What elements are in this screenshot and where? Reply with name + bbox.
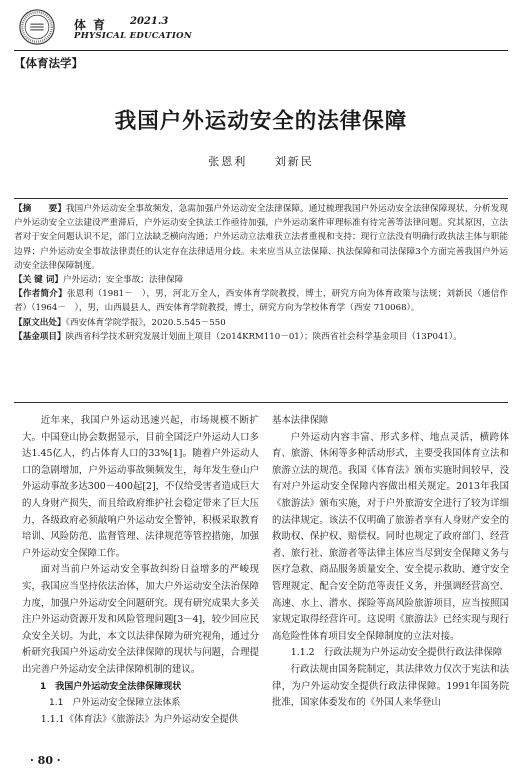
author-intro-text: 张恩利（1981－ ），男，河北万全人，西安体育学院教授，博士，研究方向为体育政策与法规；刘新民（通信作者）（1964－ ），男，山西晨县人，西安体育学院教授，博士，研究方向为学校体育学（西安 710068）。 <box>14 289 508 314</box>
keywords-text: 户外运动；安全事故；法律保障 <box>62 275 184 286</box>
body-paragraph: 户外运动内容丰富、形式多样、地点灵活，横跨体育、旅游、休闲等多种活动形式，主要受我国体育立法和旅游立法的规范。我国《体育法》颁布实施时间较早，没有对户外运动安全保障内容做出相关规定。2013年我国《旅游法》颁布实施，对于户外旅游安全进行了较为详细的法律规定。该法不仅明确了旅游者享有人身财产安全的救助权、保护权、赔偿权。同时也规定了政府部门、经营者、旅行社、旅游者等法律主体应当尽到安全保障义务与医疗急救、商品服务质量安全、安全提示救助、遵守安全管理规定、配合安全防范等责任义务，并强调经营高空、高速、水上、潜水、探险等高风险旅游项目，应当按照国家规定取得经营许可。这说明《旅游法》已经实现与现行高危险性体育项目安全保障制度的立法对接。 <box>272 431 509 642</box>
author-line <box>0 153 522 169</box>
divider <box>14 402 508 403</box>
article-title: 我国户外运动安全的法律保障 <box>114 109 408 134</box>
article-metadata <box>14 202 508 344</box>
body-paragraph: 面对当前户外运动安全事故纠纷日益增多的严峻现实，我国应当坚持依法治体，加大户外运动安全法治保障力度，加强户外运动安全问题研究。现有研究成果大多关注户外运动资源开发和风险管理问题[3－4]，较少回应民众安全关切。为此，本文以法律保障为研究视角，通过分析研究我国户外运动安全法律保障的现状与问题，合理提出完善户外运动安全法律保障机制的建议。 <box>22 564 259 675</box>
subsection-heading: 1.1.2 行政法规为户外运动安全提供行政法律保障 <box>290 647 503 659</box>
journal-issue: 2021.3 <box>130 16 169 27</box>
author-name: 张恩利 <box>208 155 248 168</box>
column-label: 【体育法学】 <box>14 56 83 70</box>
fund-label: 【基金项目】 <box>14 331 66 342</box>
body-paragraph: 近年来，我国户外运动迅速兴起，市场规模不断扩大。中国登山协会数据显示，目前全国泛户外运动人口多达1.45亿人，约占体育人口的33%[1]。随着户外运动人口的急剧增加，户外运动事故频频发生，每年发生登山户外运动事故多达300－400起[2]，不仅给受害者造成巨大的人身财产损失，而且给政府维护社会稳定带来了巨大压力，各级政府必须敲响户外运动安全警钟，积极采取教育培训、风险防范、监督管理、法律规范等管控措施，加强户外运动安全保障工作。 <box>22 415 259 559</box>
body-column-left <box>22 413 259 728</box>
section-heading: 1 我国户外运动安全法律保障现状 <box>40 681 182 692</box>
journal-header <box>14 8 508 51</box>
fund-text: 陕西省科学技术研究发展计划面上项目（2014KRM110－01）；陕西省社会科学基金项目（13P041）。 <box>65 331 462 342</box>
abstract-label: 【摘 要】 <box>14 204 67 214</box>
body-column-right <box>272 413 509 712</box>
author-intro <box>14 287 508 315</box>
journal-name-en: PHYSICAL EDUCATION <box>74 31 192 41</box>
abstract <box>14 202 508 273</box>
body-paragraph: 行政法规由国务院制定，其法律效力仅次于宪法和法律，为户外运动安全提供行政法律保障。1991年国务院批准，国家体委发布的《外国人来华登山 <box>272 663 509 709</box>
divider <box>14 198 508 199</box>
page-number: · 80 · <box>30 754 61 767</box>
fund <box>14 330 508 344</box>
author-name: 刘新民 <box>274 155 314 168</box>
subsection-heading: 1.1 户外运动安全保障立法体系 <box>49 698 181 709</box>
body-paragraph: 基本法律保障 <box>272 415 329 426</box>
source-text: 《西安体育学院学报》，2020.5.545－550 <box>65 317 226 328</box>
author-intro-label: 【作者简介】 <box>14 289 67 300</box>
source-label: 【原文出处】 <box>14 317 66 328</box>
journal-logo-seal-icon <box>18 8 56 46</box>
abstract-text: 我国户外运动安全事故频发，急需加强户外运动安全法律保障。通过梳理我国户外运动安全法律保障现状，分析发现户外运动安全立法建设严重滞后，户外运动安全执法工作亟待加强，户外运动案件审理标准有待完善等法律问题。究其原因，立法者对于安全问题认识不足，部门立法缺乏横向沟通；户外运动立法难获立法者重视和支持；现行立法没有明确行政执法主体与职能边界；户外运动安全事故法律责任的认定存在法律适用分歧。未来应当从立法保障、执法保障和司法保障3个方面完善我国户外运动安全法律保障制度。 <box>14 204 508 271</box>
keywords <box>14 273 508 287</box>
keywords-label: 【关 键 词】 <box>14 275 63 286</box>
source <box>14 316 508 330</box>
body-paragraph: 1.1.1《体育法》《旅游法》为户外运动安全提供 <box>40 713 239 725</box>
journal-name: 体育 <box>74 18 113 32</box>
